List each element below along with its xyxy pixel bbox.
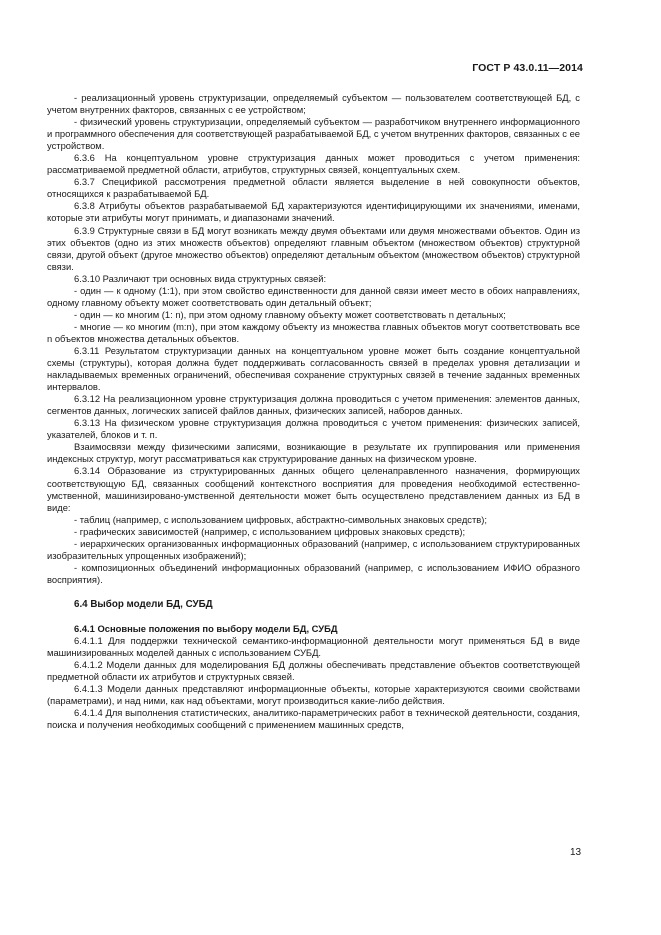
standard-number: ГОСТ Р 43.0.11—2014 xyxy=(472,62,583,74)
paragraph: 6.4.1.4 Для выполнения статистических, аналитико-параметрических работ в технической деятельности, создания, поиска и получения необходимых сообщений с применением машинных средств, xyxy=(47,707,580,731)
list-item: - графических зависимостей (например, с использованием цифровых знаковых средств); xyxy=(74,525,466,537)
paragraph: - реализационный уровень структуризации, определяемый субъектом — пользователем соответствующей БД, с учетом внутренних факторов, связанных с ее устройством; xyxy=(47,92,580,116)
list-item: - таблиц (например, с использованием цифровых, абстрактно-символьных знаковых средств); xyxy=(74,513,487,525)
paragraph: 6.3.8 Атрибуты объектов разрабатываемой БД характеризуются идентифицирующими их значениями, именами, которые эти атрибуты могут принимать, и диапазонами значений. xyxy=(47,200,580,224)
paragraph: 6.3.12 На реализационном уровне структуризация должна проводиться с учетом применения: элементов данных, сегментов данных, логических записей файлов данных, физических записей, наборов данных. xyxy=(47,393,580,417)
paragraph: 6.4.1.3 Модели данных представляют информационные объекты, которые характеризуются своими свойствами (параметрами), и над ними, как над объектами, могут производиться какие-либо действия. xyxy=(47,683,580,707)
section-heading: 6.4 Выбор модели БД, СУБД xyxy=(74,598,213,610)
paragraph: 6.3.10 Различают три основных вида структурных связей: xyxy=(74,272,327,284)
page-number: 13 xyxy=(570,847,582,858)
paragraph: 6.3.13 На физическом уровне структуризация должна проводиться с учетом применения: физических записей, указателей, блоков и т. п. xyxy=(47,417,580,441)
paragraph: Взаимосвязи между физическими записями, возникающие в результате их группирования или применения индексных структур, могут рассматриваться как структурирование данных на физическом уровне. xyxy=(47,441,580,465)
paragraph: 6.3.14 Образование из структурированных данных общего целенаправленного назначения, формирующих соответствующую БД, связанных сообщений контекстного восприятия для проведения необходимой естественно-умственной, машинизировано-умственной деятельности может быть осуществлено представлением данных из БД в виде: xyxy=(47,465,580,513)
paragraph: 6.3.7 Спецификой рассмотрения предметной области является выделение в ней совокупности объектов, относящихся к разрабатываемой БД. xyxy=(47,176,580,200)
paragraph: 6.4.1.2 Модели данных для моделирования БД должны обеспечивать представление объектов соответствующей предметной области их атрибутов и структурных связей. xyxy=(47,659,580,683)
list-item: - многие — ко многим (m:n), при этом каждому объекту из множества главных объектов могут соответствовать все n объектов множества детальных объектов. xyxy=(47,320,580,344)
list-item: - композиционных объединений информационных образований (например, с использованием ИФИО образного восприятия). xyxy=(47,561,580,585)
paragraph: 6.3.9 Структурные связи в БД могут возникать между двумя объектами или двумя множествами объектов. Один из этих объектов (одно из этих множеств объектов) определяют главным объектом (множеством объектов) структурной связи, другой объект (другое множество объектов) определяют детальным объектом (множеством объектов) структурной связи. xyxy=(47,224,580,272)
subsection-heading: 6.4.1 Основные положения по выбору модели БД, СУБД xyxy=(74,622,338,634)
body-text xyxy=(47,92,580,731)
list-item: - один — ко многим (1: n), при этом одному главному объекту может соответствовать n детальных; xyxy=(74,308,506,320)
paragraph: 6.3.6 На концептуальном уровне структуризация данных может проводиться с учетом применения: рассматриваемой предметной области, атрибутов, структурных связей, концептуальных схем. xyxy=(47,152,580,176)
list-item: - иерархических организованных информационных образований (например, с использованием структурированных изобразительных упрощенных изображений); xyxy=(47,537,580,561)
paragraph: 6.3.11 Результатом структуризации данных на концептуальном уровне может быть создание концептуальной схемы (структуры), которая должна будет поддерживать согласованность связей в пределах уровня детализации и накладываемых временных ограничений, обеспечивая сохранение структурных связей в течение заданных временных интервалов. xyxy=(47,344,580,393)
paragraph: - физический уровень структуризации, определяемый субъектом — разработчиком внутреннего информационного и программного обеспечения для соответствующей разрабатываемой БД, с учетом внутренних факторов, связанных с ее устройством. xyxy=(47,116,580,152)
list-item: - один — к одному (1:1), при этом свойство единственности для данной связи имеет место в обоих направлениях, одному главному объекту может соответствовать один детальный объект; xyxy=(47,284,580,308)
paragraph: 6.4.1.1 Для поддержки технической семантико-информационной деятельности могут применяться БД в виде машинизированных моделей данных с использованием СУБД. xyxy=(47,635,580,659)
